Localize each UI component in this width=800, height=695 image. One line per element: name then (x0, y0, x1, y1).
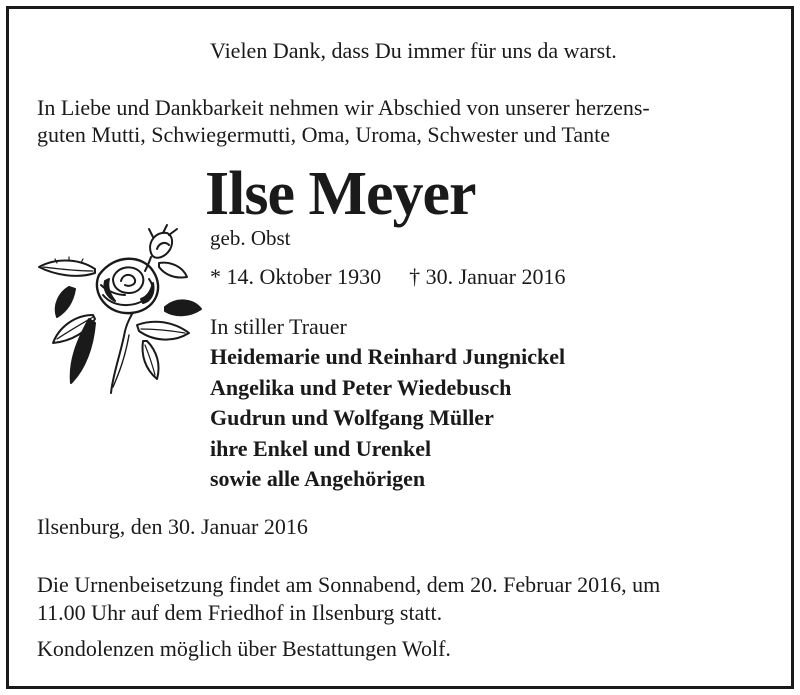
death-date: † 30. Januar 2016 (409, 264, 566, 289)
burial-line-1: Die Urnenbeisetzung findet am Sonnabend, dem 20. Februar 2016, um (37, 572, 661, 597)
dedication-quote: Vielen Dank, dass Du immer für uns da warst. (210, 38, 617, 63)
intro-line-2: guten Mutti, Schwiegermutti, Oma, Uroma, Schwester und Tante (37, 122, 610, 147)
mourner-line: Angelika und Peter Wiedebusch (210, 374, 512, 400)
intro-line-1: In Liebe und Dankbarkeit nehmen wir Abschied von unserer herzens- (37, 95, 650, 120)
mourner-line: Gudrun und Wolfgang Müller (210, 405, 494, 430)
life-dates (210, 262, 566, 292)
mourner-line: Heidemarie und Reinhard Jungnickel (210, 344, 566, 369)
mourner-line: ihre Enkel und Urenkel (210, 435, 432, 461)
obituary-notice (6, 6, 794, 689)
birth-name: geb. Obst (210, 226, 291, 250)
birth-date: * 14. Oktober 1930 (210, 264, 382, 289)
mourners-list (210, 342, 565, 495)
burial-line-2: 11.00 Uhr auf dem Friedhof in Ilsenburg statt. (37, 600, 443, 625)
rose-icon (29, 223, 205, 403)
place-and-date: Ilsenburg, den 30. Januar 2016 (37, 514, 308, 539)
condolences-note: Kondolenzen möglich über Bestattungen Wolf. (37, 636, 451, 661)
deceased-name: Ilse Meyer (205, 160, 476, 228)
mourner-line: sowie alle Angehörigen (210, 466, 426, 491)
mourning-label: In stiller Trauer (210, 314, 347, 339)
